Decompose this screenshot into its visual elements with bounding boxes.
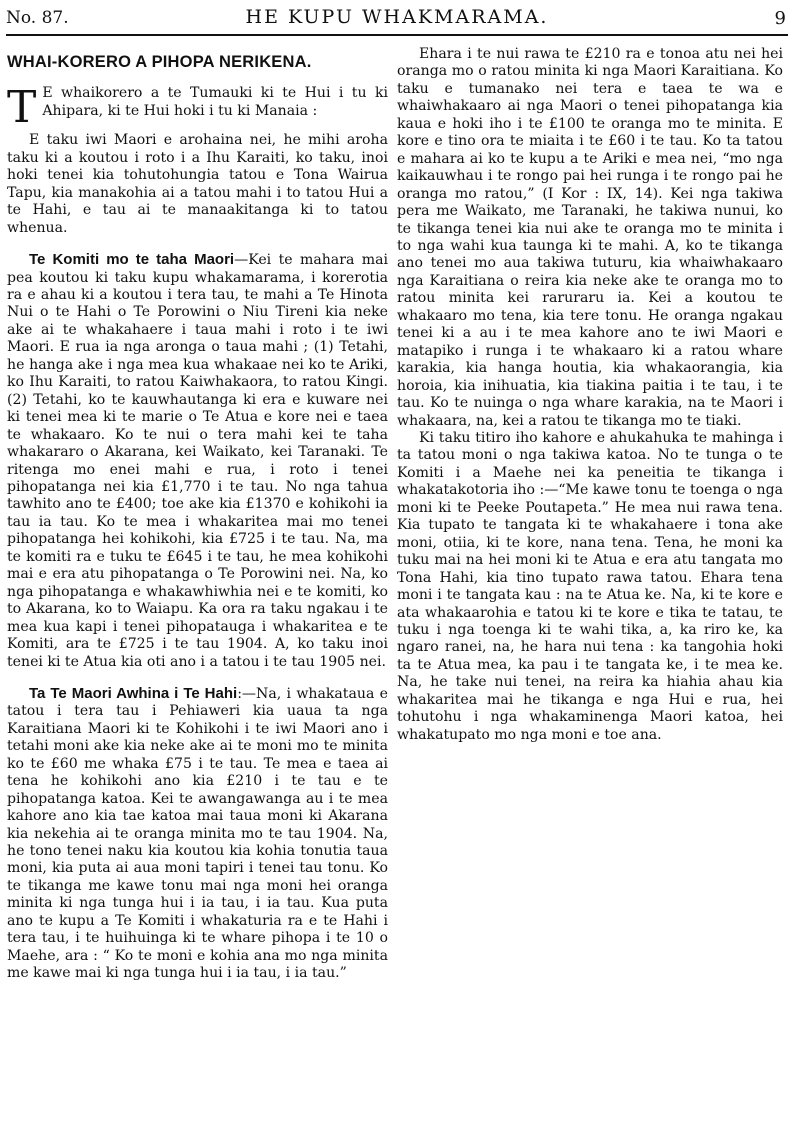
article-intro bbox=[7, 82, 388, 134]
page-number: 9 bbox=[774, 8, 786, 29]
right-column bbox=[397, 46, 783, 744]
intro-text: E whaikorero a te Tumauki ki te Hui i tu ki Ahipara, ki te Hui hoki i tu ki Manaia : bbox=[42, 85, 388, 119]
drop-cap: T bbox=[7, 82, 37, 134]
left-column bbox=[7, 44, 388, 983]
paragraph-oranga: Ehara i te nui rawa te £210 ra e tonoa atu nei hei oranga mo o ratou minita ki nga Maori Karaitiana. Ko taku e tumanako nei tera e taea te wa e whaiwhakaaro ai nga Maori o tenei pihopatanga kia kaua e hoki iho i te £100 te oranga mo te minita. E kore e tino ora te miaita i te £60 i te tau. Ko ta tatou e mahara ai ko te kupu a te Ariki e mea nei, “mo nga kaikauwhau i te rongo pai hei runga i te rongo pai he oranga mo ratou,” (I Kor : IX, 14). Kei nga takiwa pera me Waikato, me Taranaki, he takiwa nunui, ko te tikanga tenei kia nui ake te oranga mo te minita i to nga wahi kua taunga ki te mahi. A, ko te tikanga ano tenei mo aua takiwa tuturu, kia whaiwhakaaro nga Karaitiana o reira kia neke ake te oranga mo to ratou minita kei raruraru ia. Kei a koutou te whakaaro mo tena, kia tere tonu. He oranga ngakau tenei ki a au i te mea kahore ano te iwi Maori e matapiko i runga i te whakaaro ki a ratou whare karakia, kia hanga houtia, kia whakaorangia, kia horoia, kia inihuatia, kia tiakina paitia i te tau, i te tau. Ko te nuinga o nga whare karakia, na te Maori i whakaara, na, kei a ratou te tikanga mo te tiaki. bbox=[397, 46, 783, 429]
paragraph-moni: Ki taku titiro iho kahore e ahukahuka te mahinga i ta tatou moni o nga takiwa katoa. No te tunga o te Komiti i a Maehe nei ka peneitia te tikanga i whakatakotoria iho :—“Me kawe tonu te toenga o nga moni ki te Peeke Poutapeta.” He mea nui rawa tena. Kia tupato te tangata ki te whakahaere i tona ake moni, otiia, ki te kore, nana tena. Tena, he moni ka tuku mai na hei moni ki te Atua e era atu tangata mo Tona Hahi, kia tino tupato rawa tatou. Ehara tena moni i te tangata kau : na te Atua ke. Na, ki te kore e ata whakaarohia e tatou ki te kore e tika te tatau, te tuku i nga toenga ki te wahi tika, a, ka riro ke, ka ngaro ranei, na, he hara nui tena : ka tangohia hoki ta te Atua mea, ka pau i te tangata ke, i te mea ke. Na, he take nui tenei, na reira ka hiahia ahau kia whakaritea mai he tikanga e nga Hui e rua, hei tohutohu i nga whakaminenga Maori katoa, hei whakatupato mo nga moni e toe ana. bbox=[397, 429, 783, 743]
article-title: WHAI-KORERO A PIHOPA NERIKENA. bbox=[7, 53, 312, 71]
publication-title: HE KUPU WHAKMARAMA. bbox=[245, 6, 549, 28]
section-komiti-heading: Te Komiti mo te taha Maori bbox=[29, 251, 235, 269]
section-komiti bbox=[7, 251, 388, 671]
section-komiti-text: —Kei te mahara mai pea koutou ki taku kupu whakamarama, i korerotia ra e ahau ki a koutou i tera tau, te mahi a Te Hinota Nui o te Hahi o Te Porowini o Niu Tireni kia neke ake ai te whakahaere i taua mahi i roto i te iwi Maori. E rua ia nga aronga o taua mahi ; (1) Tetahi, he hanga ake i nga mea kua whakaae nei ko te Ariki, ko Ihu Karaiti, to ratou Kaiwhakaora, to ratou Kingi. (2) Tetahi, ko te kauwhautanga ki era e kuware nei ki tenei mea ki te marie o Te Atua e kore nei e taea te whakaaro. Ko te nui o tera mahi kei te taha whakararo o Akarana, kei Waikato, kei Taranaki. Te ritenga mo enei mahi e rua, i roto i tenei pihopatanga nei kia £1,770 i te tau. No nga tahua tawhito ano te £400; toe ake kia £1370 e kohikohi ia tau ia tau. Ko te mea i whakaritea mai mo tenei pihopatanga hei kohikohi, kia £725 i te tau. Na, ma te komiti ra e tuku te £645 i te tau, he mea kohikohi mai e era atu pihopatanga o Te Porowini nei. Na, ko nga pihopatanga e whakawhiwhia nei e te komiti, ko to Akarana, ko to Waiapu. Ka ora ra taku ngakau i te mea kua kapi i tenei pihopatauga i whakaritea e te Komiti, ara te £725 i te tau 1904. A, ko taku inoi tenei ki te Atua kia oti ano i a tatou i te tau 1905 nei. bbox=[7, 252, 388, 670]
section-awhina bbox=[7, 685, 388, 983]
section-awhina-text: :—Na, i whakataua e tatou i tera tau i Pehiaweri kia uaua ta nga Karaitiana Maori ki te Kohikohi i te iwi Maori ano i tetahi moni ake kia neke ake ai te moni mo te minita ko te £60 me whaka £75 i te tau. Te mea e taea ai tena he kohikohi ano kia £210 i te tau e te pihopatanga katoa. Kei te awangawanga au i te mea kahore ano kia tae katoa mai taua moni ki Akarana kia nekehia ai te oranga minita mo te tau 1904. Na, he tono tenei naku kia koutou kia kohia tonutia taua moni, kia puta ai aua moni tapiri i tenei tau tonu. Ko te tikanga me kawe tonu mai nga moni hei oranga minita ki nga tunga hui i ia tau, i ia tau. Kua puta ano te kupu a Te Komiti i whakaturia ra e te Hahi i tera tau, i te huihuinga ki te whare pihopa i te 10 o Maehe, ara : “ Ko te moni e kohia ana mo nga minita me kawe mai ki nga tunga hui i ia tau, i ia tau.” bbox=[7, 685, 388, 982]
running-head bbox=[6, 4, 788, 36]
section-awhina-heading: Ta Te Maori Awhina i Te Hahi bbox=[29, 684, 238, 702]
opening-paragraph: E taku iwi Maori e arohaina nei, he mihi aroha taku ki a koutou i roto i a Ihu Karaiti, ko taku, inoi hoki tenei kia tohutohungia tatou e Tona Wairua Tapu, kia manakohia ai a tatou mahi i to tatou Hui a te Hahi, e tau ai te manaakitanga ki to tatou whenua. bbox=[7, 132, 388, 236]
issue-number: No. 87. bbox=[6, 8, 69, 28]
